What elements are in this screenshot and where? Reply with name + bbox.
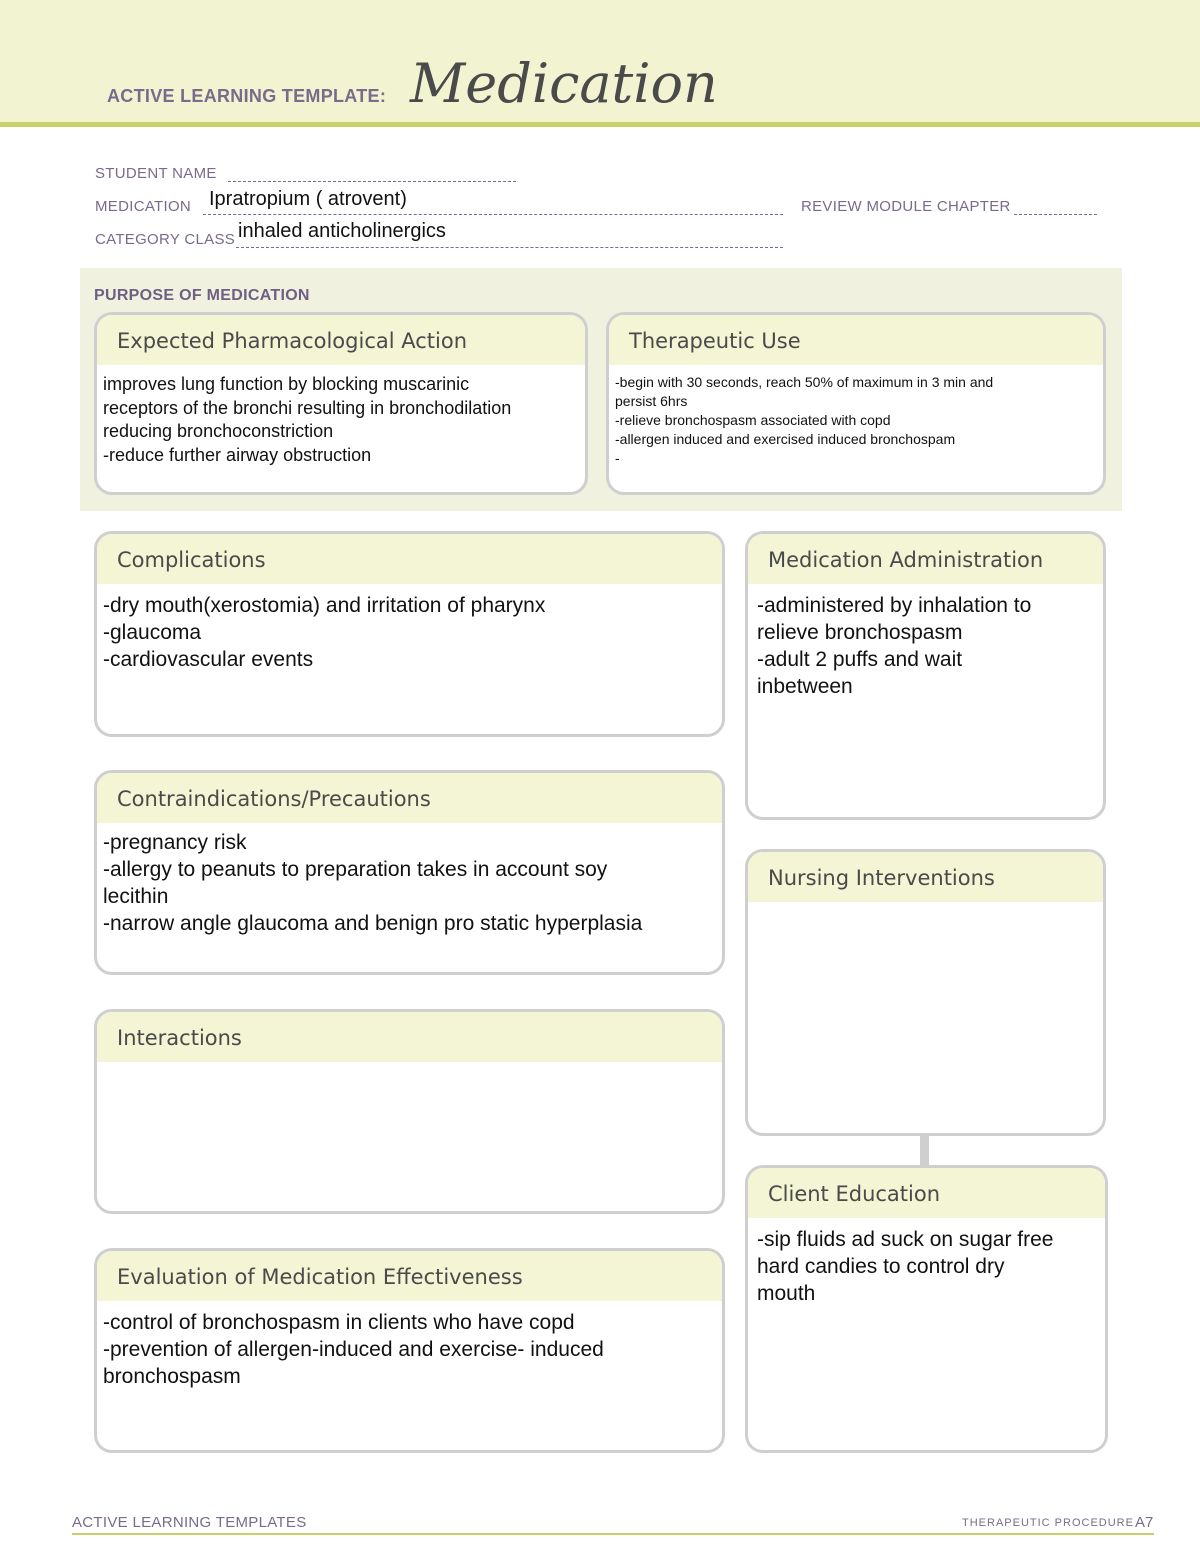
contraindications-line: -allergy to peanuts to preparation takes in account soy	[103, 858, 608, 881]
therapeutic-use-box	[606, 312, 1106, 495]
template-prefix: ACTIVE LEARNING TEMPLATE:	[107, 86, 387, 106]
client-education-line: -sip fluids ad suck on sugar free	[757, 1228, 1054, 1251]
contraindications-title: Contraindications/Precautions	[97, 773, 722, 823]
nursing-interventions-box	[745, 849, 1106, 1136]
footer-left-text: ACTIVE LEARNING TEMPLATES	[72, 1514, 307, 1531]
contraindications-line: lecithin	[103, 885, 169, 908]
client-education-body[interactable]	[748, 1218, 1105, 1307]
review-module-chapter-label: REVIEW MODULE CHAPTER	[801, 198, 1011, 215]
expected-action-line: -reduce further airway obstruction	[103, 444, 372, 465]
template-title: Medication	[410, 52, 718, 115]
complications-title: Complications	[97, 534, 722, 584]
client-education-title: Client Education	[748, 1168, 1105, 1218]
evaluation-body[interactable]	[97, 1301, 722, 1390]
complications-line: -dry mouth(xerostomia) and irritation of pharynx	[103, 594, 546, 617]
medication-administration-body[interactable]	[748, 584, 1103, 700]
category-class-label: CATEGORY CLASS	[95, 231, 236, 248]
interactions-box	[94, 1009, 725, 1214]
contraindications-body[interactable]	[97, 823, 722, 937]
medication-label: MEDICATION	[95, 198, 192, 215]
evaluation-title: Evaluation of Medication Effectiveness	[97, 1251, 722, 1301]
medication-administration-line: relieve bronchospasm	[757, 621, 963, 644]
medication-administration-line: inbetween	[757, 675, 853, 698]
medication-value: Ipratropium ( atrovent)	[209, 188, 407, 210]
expected-action-body[interactable]	[97, 365, 585, 467]
footer-right-text: THERAPEUTIC PROCEDURE	[962, 1517, 1134, 1529]
medication-administration-line: -adult 2 puffs and wait	[757, 648, 963, 671]
medication-administration-title: Medication Administration	[748, 534, 1103, 584]
interactions-title: Interactions	[97, 1012, 722, 1062]
complications-line: -glaucoma	[103, 621, 202, 644]
evaluation-box	[94, 1248, 725, 1453]
therapeutic-use-line: -allergen induced and exercised induced bronchospam	[615, 431, 956, 447]
therapeutic-use-title: Therapeutic Use	[609, 315, 1103, 365]
complications-box	[94, 531, 725, 737]
review-module-chapter-field[interactable]	[1014, 198, 1097, 215]
student-name-field[interactable]	[228, 165, 516, 182]
footer-rule	[72, 1533, 1154, 1535]
expected-action-title: Expected Pharmacological Action	[97, 315, 585, 365]
box-connector	[920, 1133, 929, 1167]
category-class-value: inhaled anticholinergics	[238, 220, 446, 242]
evaluation-line: bronchospasm	[103, 1365, 241, 1388]
expected-action-box	[94, 312, 588, 495]
complications-line: -cardiovascular events	[103, 648, 314, 671]
footer-page-number: A7	[1135, 1514, 1154, 1531]
therapeutic-use-line: -	[615, 450, 620, 466]
nursing-interventions-title: Nursing Interventions	[748, 852, 1103, 902]
therapeutic-use-line: -relieve bronchospasm associated with copd	[615, 412, 891, 428]
client-education-box	[745, 1165, 1108, 1453]
contraindications-line: -narrow angle glaucoma and benign pro static hyperplasia	[103, 912, 643, 935]
client-education-line: mouth	[757, 1282, 816, 1305]
expected-action-line: improves lung function by blocking muscarinic	[103, 374, 470, 394]
contraindications-box	[94, 770, 725, 975]
student-name-label: STUDENT NAME	[95, 165, 217, 182]
evaluation-line: -prevention of allergen-induced and exercise- induced	[103, 1338, 604, 1361]
header-rule	[0, 122, 1200, 127]
expected-action-line: receptors of the bronchi resulting in bronchodilation	[103, 397, 512, 418]
contraindications-line: -pregnancy risk	[103, 831, 247, 854]
client-education-line: hard candies to control dry	[757, 1255, 1005, 1278]
expected-action-line: reducing bronchoconstriction	[103, 421, 334, 441]
complications-body[interactable]	[97, 584, 722, 673]
interactions-body[interactable]	[97, 1062, 722, 1202]
nursing-interventions-body[interactable]	[748, 902, 1103, 1122]
medication-administration-box	[745, 531, 1106, 820]
evaluation-line: -control of bronchospasm in clients who have copd	[103, 1311, 575, 1334]
medication-administration-line: -administered by inhalation to	[757, 594, 1032, 617]
therapeutic-use-line: persist 6hrs	[615, 393, 688, 409]
therapeutic-use-line: -begin with 30 seconds, reach 50% of maximum in 3 min and	[615, 374, 994, 390]
therapeutic-use-body[interactable]	[609, 365, 1103, 468]
purpose-title: PURPOSE OF MEDICATION	[94, 287, 310, 304]
